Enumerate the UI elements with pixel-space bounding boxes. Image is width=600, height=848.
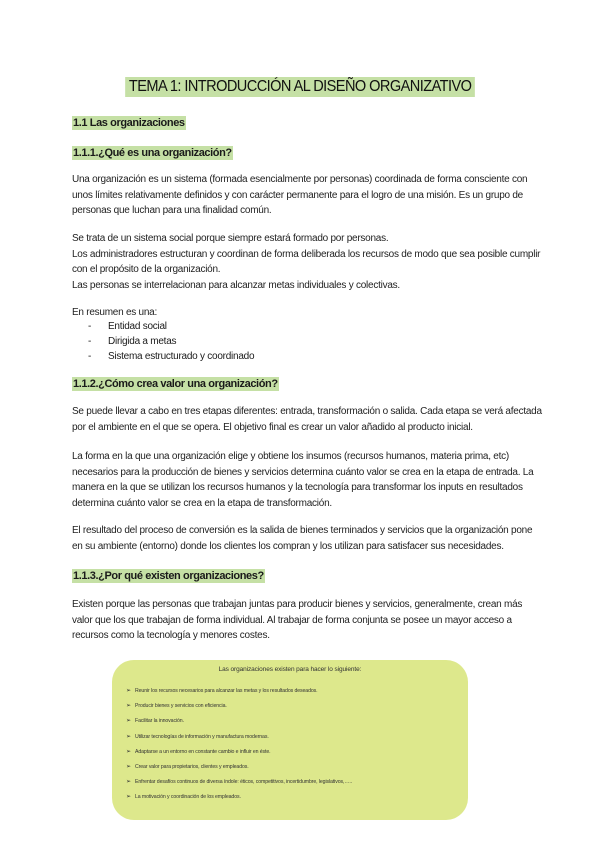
text-line: recursos como la tecnología y menores costes.: [72, 630, 270, 642]
list-item-text: La motivación y coordinación de los empleados.: [135, 794, 241, 801]
title-wrapper: [0, 77, 600, 97]
paragraph-insumos: [72, 449, 532, 511]
arrow-bullet-icon: ➢: [126, 718, 131, 725]
paragraph-por-que-existen: [72, 597, 532, 644]
heading-1-1-1: 1.1.1.¿Qué es una organización?: [73, 147, 232, 159]
list-item: [126, 792, 352, 807]
text-line: Se puede llevar a cabo en tres etapas diferentes: entrada, transformación o salida. Cada etapa se verá afectada: [72, 406, 542, 417]
summary-list: [88, 319, 254, 364]
text-line: En resumen es una:: [72, 307, 157, 318]
list-item: [126, 686, 352, 701]
list-item: - Sistema estructurado y coordinado: [88, 349, 254, 364]
list-item: [126, 762, 352, 777]
paragraph-sistema-social: [72, 231, 541, 293]
list-item-text: Reunir los recursos necesarios para alcanzar las metas y los resultados deseados.: [135, 688, 318, 694]
list-item-text: Enfrentar desafíos continuos de diversa índole: éticos, competitivos, incertidumbre, legislativos,…..: [135, 779, 353, 786]
organizations-purpose-box: [112, 660, 468, 820]
text-line: por el ambiente en el que se opera. El objetivo final es crear un valor añadido al producto inicial.: [72, 421, 473, 433]
list-item: - Dirigida a metas: [88, 334, 254, 349]
document-title: TEMA 1: INTRODUCCIÓN AL DISEÑO ORGANIZATIVO: [125, 77, 475, 97]
text-line: Una organización es un sistema (formada esencialmente por personas) coordinada de forma consciente con: [72, 174, 528, 185]
list-item: - Entidad social: [88, 319, 254, 334]
text-line: en su ambiente (entorno) donde los clientes los compran y los utilizan para satisfacer sus necesidades.: [72, 540, 504, 552]
text-line: La forma en la que una organización elige y obtiene los insumos (recursos humanos, materia prima, etc): [72, 451, 509, 462]
paragraph-etapas: [72, 404, 542, 435]
purpose-list: [126, 686, 352, 808]
list-item: [126, 732, 352, 747]
text-line: El resultado del proceso de conversión es la salida de bienes terminados y servicios que la organización pone: [72, 525, 533, 536]
heading-1-1: 1.1 Las organizaciones: [73, 117, 185, 129]
arrow-bullet-icon: ➢: [126, 794, 131, 801]
paragraph-resultado: [72, 523, 532, 554]
list-item-text: Adaptarse a un entorno en constante cambio e influir en éste.: [135, 748, 271, 755]
heading-1-1-2: 1.1.2.¿Cómo crea valor una organización?: [73, 378, 278, 390]
box-title: Las organizaciones existen para hacer lo siguiente:: [218, 666, 362, 673]
paragraph-que-es: [72, 172, 532, 219]
arrow-bullet-icon: ➢: [126, 703, 131, 710]
list-item: [126, 777, 352, 792]
list-item: [126, 701, 352, 716]
arrow-bullet-icon: ➢: [126, 763, 131, 770]
text-line: unos límites relativamente definidos y con carácter permanente para el logro de una misión. Es un grupo de: [72, 189, 523, 201]
arrow-bullet-icon: ➢: [126, 733, 131, 740]
text-line: necesarios para la producción de bienes y servicios determina cuánto valor se crea en la etapa de entrada. La: [72, 466, 534, 478]
text-line: Los administradores estructuran y coordinan de forma deliberada los recursos de modo que sea posible cumplir: [72, 248, 541, 260]
text-line: valor que los que trabajan de forma individual. Al trabajar de forma conjunta se posee un mayor acceso a: [72, 614, 512, 626]
arrow-bullet-icon: ➢: [126, 688, 131, 694]
list-item-text: Facilitar la innovación.: [135, 718, 184, 725]
text-line: personas que luchan para una finalidad común.: [72, 205, 272, 217]
text-line: manera en la que se utilizan los recursos humanos y la tecnología para transformar los inputs en resultados: [72, 482, 523, 494]
list-item-text: Utilizar tecnologías de información y manufactura modernas.: [135, 733, 269, 740]
text-line: Las personas se interrelacionan para alcanzar metas individuales y colectivas.: [72, 279, 400, 291]
list-item: [126, 747, 352, 762]
text-line: determina cuánto valor se crea en la etapa de transformación.: [72, 497, 332, 509]
list-item: [126, 716, 352, 731]
text-line: con el propósito de la organización.: [72, 264, 221, 276]
arrow-bullet-icon: ➢: [126, 748, 131, 755]
arrow-bullet-icon: ➢: [126, 779, 131, 786]
list-item-text: Producir bienes y servicios con eficiencia.: [135, 703, 227, 710]
list-item-text: Crear valor para propietarios, clientes y empleados.: [135, 763, 249, 770]
heading-1-1-3: 1.1.3.¿Por qué existen organizaciones?: [73, 570, 264, 582]
text-line: Se trata de un sistema social porque siempre estará formado por personas.: [72, 233, 389, 244]
text-line: Existen porque las personas que trabajan juntas para producir bienes y servicios, generalmente, crean más: [72, 599, 523, 610]
